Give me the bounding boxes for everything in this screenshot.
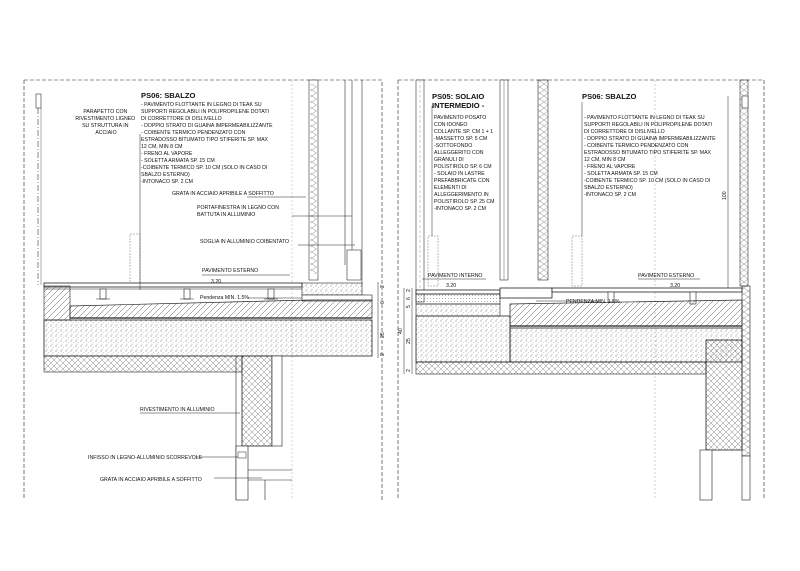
svg-text:2: 2 [380, 353, 386, 356]
svg-text:5: 5 [406, 305, 412, 308]
rivestimento-label: RIVESTIMENTO IN ALLUMINIO [140, 407, 215, 413]
grata-top-label: GRATA IN ACCIAIO APRIBILE A SOFFITTO [172, 191, 274, 197]
right-sbalzo-title: PS06: SBALZO [582, 92, 637, 101]
right-stack-text: - PAVIMENTO FLOTTANTE IN LEGNO DI TEAK SU SUPPORTI REGOLABILI IN POLIPROPILENE DOTATI DI CORRETTORE DI DISLIVELLO - DOPPIO STRATO DI GUAINA IMPERMEABILIZZANTE - COIBENTE TERMICO PENDENZATO CON ESTRADOSSO BITUMATO TIPO STIFERITE SP. MAX 12 CM, MIN 8 CM - FRENO AL VAPORE - SOLETTA ARMATA SP. 15 CM -COIBENTE TERMICO SP. 10 CM (SOLO IN CASO DI SBALZO ESTERNO) -INTONACO SP. 2 CM [584, 115, 716, 198]
right-title-a: PS05: SOLAIO [432, 92, 485, 101]
pavimento-esterno-label: PAVIMENTO ESTERNO [202, 268, 259, 274]
right-sliding-frame [700, 450, 712, 500]
right-title-b: INTERMEDIO - [432, 101, 485, 110]
underside-insulation [44, 356, 242, 372]
svg-text:2: 2 [406, 369, 412, 372]
svg-text:6: 6 [406, 297, 412, 300]
right-sloped-insulation [510, 300, 742, 326]
svg-text:100: 100 [722, 191, 728, 200]
right-slab-int [416, 316, 510, 362]
svg-text:25: 25 [406, 338, 412, 344]
pendenza-label: Pendenza MIN. 1.5% [200, 295, 250, 301]
soglia-label: SOGLIA IN ALLUMINIO COIBENTATO [200, 239, 290, 245]
right-decking [552, 288, 742, 292]
level-ext-label: 3.20 [670, 283, 681, 289]
soglia-block [302, 283, 362, 295]
pavimento-interno-label: PAVIMENTO INTERNO [428, 273, 483, 279]
svg-text:25: 25 [380, 332, 386, 338]
parapet-cap [36, 94, 41, 108]
infisso-label: INFISSO IN LEGNO-ALLUMINIO SCORREVOLE [88, 455, 203, 461]
pavimento-esterno-label-r: PAVIMENTO ESTERNO [638, 273, 695, 279]
svg-text:40: 40 [398, 328, 404, 334]
level-label: 3.20 [211, 279, 222, 285]
left-stack-text: - PAVIMENTO FLOTTANTE IN LEGNO DI TEAK SU SUPPORTI REGOLABILI IN POLIPROPILENE DOTATI DI CORRETTORE DI DISLIVELLO - DOPPIO STRATO DI GUAINA IMPERMEABILIZZANTE - COIBENTE TERMICO PENDENZATO CON ESTRADOSSO BITUMATO TIPO STIFERITE SP. MAX 12 CM, MIN 8 CM - FRENO AL VAPORE - SOLETTA ARMATA SP. 15 CM -COIBENTE TERMICO SP. 10 CM (SOLO IN CASO DI SBALZO ESTERNO) -INTONACO SP. 2 CM [141, 102, 273, 185]
pendenza-label-r: PENDENZA MIN. 1.5% [566, 299, 620, 305]
grata-bottom-label: GRATA IN ACCIAIO APRIBILE A SOFFITTO [100, 477, 202, 483]
massetto [416, 294, 500, 304]
left-detail [24, 80, 386, 500]
deck-supports [96, 289, 278, 299]
svg-text:2: 2 [406, 289, 412, 292]
right-threshold [500, 288, 552, 298]
left-title: PS06: SBALZO [141, 91, 196, 100]
svg-text:6: 6 [380, 301, 386, 304]
window-frame [347, 250, 361, 280]
solaio-text: PAVIMENTO POSATO CON IDONEO COLLANTE SP. CM 1 + 1 -MASSETTO SP. 5 CM -SOTTOFONDO ALLEGGERITO CON GRANULI DI POLISTIROLO SP. 6 CM - SOLAIO IN LASTRE PREFABBRICATE CON ELEMENTI DI ALLEGGERIMENTO IN POLISTIROLO SP. 25 CM -INTONACO SP. 2 CM [434, 115, 495, 212]
right-detail [398, 80, 764, 500]
reinforced-slab [44, 320, 372, 356]
right-wall [706, 340, 742, 450]
teak-decking [44, 283, 302, 287]
right-underside-insulation [416, 362, 706, 374]
portafinestra-label: PORTAFINESTRA IN LEGNO CON BATTUTA IN ALLUMINIO [197, 205, 279, 218]
parapet-label: PARAPETTO CON RIVESTIMENTO LIGNEO SU STRUTTURA IN ACCIAIO [75, 109, 136, 136]
level-int-label: 3.20 [446, 283, 457, 289]
cladding-wall [242, 356, 272, 446]
sloped-insulation [70, 300, 372, 318]
svg-text:2: 2 [380, 285, 386, 288]
